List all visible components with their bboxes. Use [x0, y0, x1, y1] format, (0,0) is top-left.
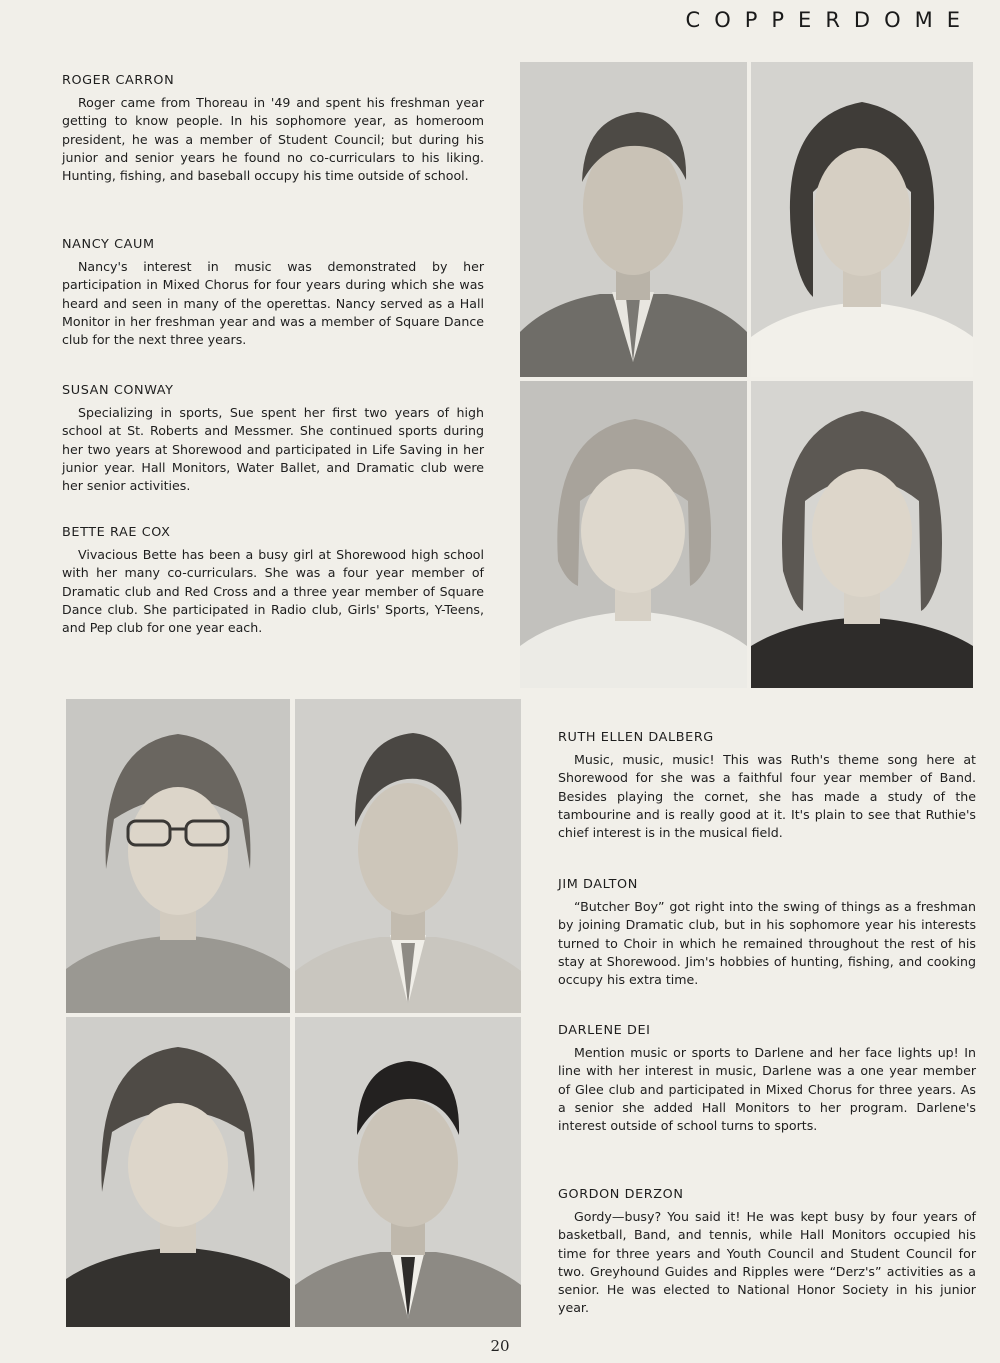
portrait-photo-ruth-ellen-dalberg	[66, 699, 290, 1013]
page-header-title: COPPERDOME	[685, 8, 974, 32]
portrait-photo-bette-rae-cox	[751, 381, 973, 688]
student-bio: Nancy's interest in music was demonstrated by her participation in Mixed Chorus for four years during which she was heard and seen in many of the operettas. Nancy served as a Hall Monitor in her freshman year and was a member of Square Dance club for the next three years.	[62, 259, 484, 348]
bio-roger-carron	[62, 72, 484, 185]
bio-nancy-caum	[62, 236, 484, 349]
portrait-silhouette-icon	[295, 699, 521, 1013]
portrait-photo-jim-dalton	[295, 699, 521, 1013]
portrait-photo-roger-carron	[520, 62, 747, 377]
portrait-silhouette-icon	[66, 1017, 290, 1327]
student-name: NANCY CAUM	[62, 237, 155, 252]
student-bio: Mention music or sports to Darlene and her face lights up! In line with her interest in music, Darlene was a one year member of Glee club and participated in Mixed Chorus for three years. As a senior she added Hall Monitors to her program. Darlene's interest outside of school turns to sports.	[558, 1045, 976, 1134]
portrait-photo-nancy-caum	[751, 62, 973, 377]
bio-jim-dalton	[558, 876, 976, 989]
portrait-silhouette-icon	[751, 62, 973, 377]
student-name: BETTE RAE COX	[62, 525, 171, 540]
portrait-photo-gordon-derzon	[295, 1017, 521, 1327]
portrait-silhouette-icon	[520, 381, 747, 688]
student-bio: Gordy—busy? You said it! He was kept busy by four years of basketball, Band, and tennis, while Hall Monitors occupied his time for three years and Youth Council and Student Council for two. Greyhound Guides and Ripples were “Derz's” activities as a senior. He was elected to National Honor Society in his junior year.	[558, 1209, 976, 1316]
student-bio: Vivacious Bette has been a busy girl at Shorewood high school with her many co-curriculars. She was a four year member of Dramatic club and Red Cross and a three year member of Square Dance club. She participated in Radio club, Girls' Sports, Y-Teens, and Pep club for one year each.	[62, 547, 484, 636]
page-number: 20	[490, 1337, 510, 1355]
student-bio: Specializing in sports, Sue spent her first two years of high school at St. Roberts and Messmer. She continued sports during her two years at Shorewood and participated in Life Saving in her junior year. Hall Monitors, Water Ballet, and Dramatic club were her senior activities.	[62, 405, 484, 494]
student-name: DARLENE DEI	[558, 1023, 651, 1038]
portrait-silhouette-icon	[520, 62, 747, 377]
student-bio: Roger came from Thoreau in '49 and spent his freshman year getting to know people. In his sophomore year, as homeroom president, he was a member of Student Council; but during his junior and senior years he found no co-curriculars to his liking. Hunting, fishing, and baseball occupy his time outside of school.	[62, 95, 484, 184]
bio-bette-rae-cox	[62, 524, 484, 637]
portrait-silhouette-icon	[751, 381, 973, 688]
student-name: RUTH ELLEN DALBERG	[558, 730, 714, 745]
portrait-silhouette-icon	[66, 699, 290, 1013]
student-name: SUSAN CONWAY	[62, 383, 174, 398]
student-bio: “Butcher Boy” got right into the swing of things as a freshman by joining Dramatic club, but in his sophomore year his interests turned to Choir in which he remained throughout the rest of his stay at Shorewood. Jim's hobbies of hunting, fishing, and cooking occupy his extra time.	[558, 899, 976, 988]
student-bio: Music, music, music! This was Ruth's theme song here at Shorewood for she was a faithful four year member of Band. Besides playing the cornet, she has made a study of the tambourine and is really good at it. It's plain to see that Ruthie's chief interest is in the musical field.	[558, 752, 976, 841]
bio-ruth-ellen-dalberg	[558, 729, 976, 842]
bio-darlene-dei	[558, 1022, 976, 1135]
portrait-silhouette-icon	[295, 1017, 521, 1327]
bio-susan-conway	[62, 382, 484, 495]
student-name: ROGER CARRON	[62, 73, 175, 88]
student-name: JIM DALTON	[558, 877, 638, 892]
student-name: GORDON DERZON	[558, 1187, 684, 1202]
portrait-photo-susan-conway	[520, 381, 747, 688]
bio-gordon-derzon	[558, 1186, 976, 1317]
portrait-photo-darlene-dei	[66, 1017, 290, 1327]
